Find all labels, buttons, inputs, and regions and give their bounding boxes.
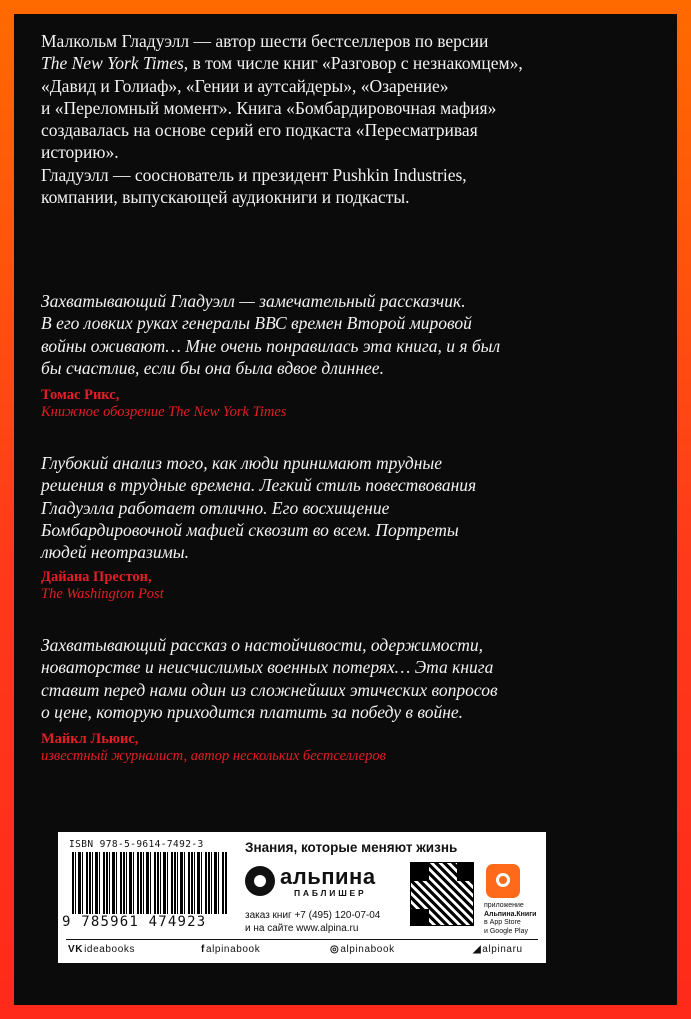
review-source-1: Книжное обозрение The New York Times [41,404,287,420]
alpina-logo-icon [245,866,275,896]
social-instagram [330,944,395,955]
alpina-app-icon [486,864,520,898]
bio-line: историю». [41,142,119,163]
social-label: alpinabook [205,944,261,955]
app-line: и Google Play [484,927,528,935]
social-telegram [473,944,523,955]
newspaper-title: The New York Times [41,53,184,74]
review-quote-1 [41,290,561,379]
barcode-number: 9 785961 474923 [62,914,207,930]
quote-line: людей неотразимы. [41,542,190,563]
instagram-icon: ◎ [330,944,340,955]
review-quote-3 [41,634,561,723]
publisher-slogan: Знания, которые меняют жизнь [245,840,458,855]
quote-line: Глубокий анализ того, как люди принимают трудные [41,453,443,473]
quote-line: Захватывающий Гладуэлл — замечательный рассказчик. [41,291,466,311]
bio-line: Гладуэлл — сооснователь и президент Pushkin Industries, [41,164,467,185]
app-promo [484,902,546,936]
bio-line: Малкольм Гладуэлл — автор шести бестселлеров по версии [41,31,489,51]
bio-line: и «Переломный момент». Книга «Бомбардировочная мафия» [41,97,497,118]
isbn-barcode [72,852,227,914]
quote-line: Захватывающий рассказ о настойчивости, одержимости, [41,635,484,655]
review-author-1: Томас Рикс, [41,387,120,403]
quote-line: о цене, которую приходится платить за победу в войне. [41,701,464,722]
app-line: в App Store [484,919,521,926]
bio-line: The New York Times, в том числе книг «Разговор с незнакомцем», [41,53,523,74]
review-author-2: Дайана Престон, [41,569,152,585]
review-quote-2 [41,452,561,563]
app-name: Альпина.Книги [484,910,537,918]
social-divider [66,939,538,940]
quote-line: ставит перед нами один из сложнейших этических вопросов [41,679,498,700]
order-phone: заказ книг +7 (495) 120-07-04 [245,910,381,921]
quote-line: Бомбардировочной мафией сквозит во всем. Портреты [41,519,459,540]
facebook-icon: f [201,944,205,955]
social-label: alpinabook [340,944,395,955]
quote-line: бы счастлив, если бы она была вдвое длиннее. [41,357,384,378]
quote-line: Гладуэлла работает отлично. Его восхищение [41,497,390,518]
telegram-icon: ◢ [473,944,482,955]
publisher-brand: альпина [280,864,376,889]
quote-line: новаторстве и неисчислимых военных потерях… Эта книга [41,657,494,678]
publisher-brand-subtitle: ПАБЛИШЕР [294,888,367,898]
publisher-info-panel [58,832,546,963]
bio-line: компании, выпускающей аудиокниги и подкасты. [41,187,410,208]
social-facebook [201,944,260,955]
bio-line: «Давид и Голиаф», «Гении и аутсайдеры», «Озарение» [41,75,449,96]
social-label: ideabooks [84,944,136,955]
order-website: и на сайте www.alpina.ru [245,923,359,934]
vk-icon: VK [68,944,84,955]
social-vk [68,944,135,955]
author-bio [41,30,561,208]
bio-line: создавалась на основе серий его подкаста «Пересматривая [41,120,478,141]
isbn-label: ISBN 978-5-9614-7492-3 [69,839,204,850]
app-line: приложение [484,902,524,909]
review-source-2: The Washington Post [41,586,164,602]
quote-line: решения в трудные времена. Легкий стиль повествования [41,475,477,496]
quote-line: войны оживают… Мне очень понравилась эта книга, и я был [41,335,501,356]
social-label: alpinaru [482,944,523,955]
quote-line: В его ловких руках генералы ВВС времен Второй мировой [41,313,472,334]
qr-code [410,862,474,926]
order-info [245,909,380,935]
review-source-3: известный журналист, автор нескольких бестселлеров [41,748,386,764]
review-author-3: Майкл Льюис, [41,731,139,747]
